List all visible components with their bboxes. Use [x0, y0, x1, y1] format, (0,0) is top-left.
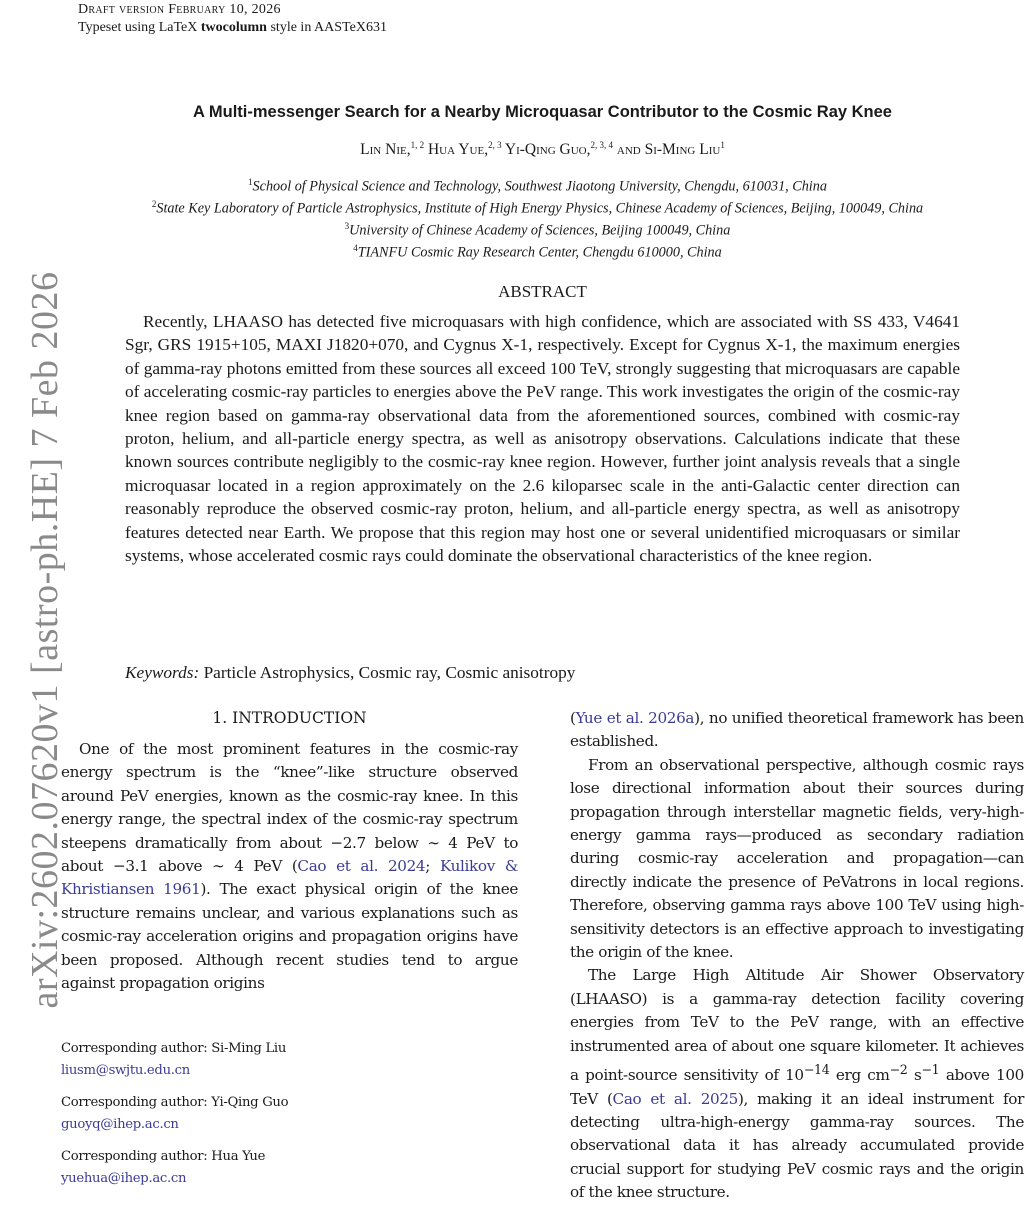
affiliation: $^2$State Key Laboratory of Particle Astrophysics, Institute of High Energy Physics, Chinese Academy of Sciences, Beijing, 100049, China: [151, 199, 924, 217]
email-link[interactable]: liusm@swjtu.edu.cn: [61, 1063, 190, 1078]
citation-link[interactable]: Kulikov & Khristiansen 1961: [61, 857, 518, 899]
intro-paragraph-2: From an observational perspective, although cosmic rays lose directional information about their sources during propagation through interstellar magnetic fields, very-high-energy gamma rays—produced as secondary radiation during cosmic-ray acceleration and propagation—can directly indicate the presence of PeVatrons in local regions. Therefore, observing gamma rays above 100 TeV using high-sensitivity detectors is an effective approach to investigating the origin of the knee.: [570, 755, 1024, 962]
paper-title: A Multi-messenger Search for a Nearby Microquasar Contributor to the Cosmic Ray Knee: [193, 103, 892, 121]
intro-paragraph-1: One of the most prominent features in the cosmic-ray energy spectrum is the “knee”-like structure observed around PeV energies, known as the cosmic-ray knee. In this energy range, the spectral index of the cosmic-ray spectrum steepens dramatically from about −2.7 below ∼ 4 PeV to about −3.1 above ∼ 4 PeV (Cao et al. 2024; Kulikov & Khristiansen 1961). The exact physical origin of the knee structure remains unclear, and various explanations such as cosmic-ray acceleration origins and propagation origins have been proposed. Although recent studies tend to argue against propagation origins: [61, 740, 518, 993]
intro-paragraph-3: The Large High Altitude Air Shower Observatory (LHAASO) is a gamma-ray detection facility covering energies from TeV to the PeV range, with an effective instrumented area of about one square kilometer. It achieves a point-source sensitivity of $10^{-14}$ erg $cm^{-2}$ $s^{-1}$ above 100 TeV (Cao et al. 2025), making it an ideal instrument for detecting ultra-high-energy gamma-ray sources. The observational data it has already accumulated provide crucial support for studying PeV cosmic rays and the origin of the knee structure.: [570, 966, 1024, 1202]
typeset-suffix: style in AASTeX631: [266, 20, 387, 35]
corresponding-author-label: Corresponding author: Yi-Qing Guo: [61, 1095, 289, 1110]
affiliation: $^1$School of Physical Science and Technology, Southwest Jiaotong University, Chengdu, 610031, China: [248, 177, 827, 195]
draft-version-label: [78, 0, 281, 19]
email-link[interactable]: guoyq@ihep.ac.cn: [61, 1117, 179, 1132]
keywords-label: Keywords:: [125, 663, 200, 682]
citation-link[interactable]: Cao et al. 2025: [612, 1089, 738, 1108]
author: Yi-Qing Guo,$^{2, 3, 4}$: [504, 140, 613, 159]
corresponding-author-label: Corresponding author: Si-Ming Liu: [61, 1041, 287, 1056]
twocolumn-label: twocolumn: [200, 20, 267, 35]
email-link[interactable]: yuehua@ihep.ac.cn: [61, 1171, 187, 1186]
arxiv-identifier-stamp[interactable]: arXiv:2602.07620v1 [astro-ph.HE] 7 Feb 2026: [24, 271, 66, 1009]
author: Lin Nie,$^{1, 2}$: [360, 140, 425, 159]
abstract-heading: ABSTRACT: [498, 282, 587, 301]
corresponding-author-label: Corresponding author: Hua Yue: [61, 1149, 266, 1164]
citation-link[interactable]: Yue et al. 2026a: [575, 709, 695, 727]
section-heading-introduction: 1. INTRODUCTION: [212, 709, 367, 727]
latex-logo: LaTeX: [158, 20, 198, 35]
citation-link[interactable]: Cao et al. 2024: [297, 857, 426, 876]
author: Hua Yue,$^{2, 3}$: [427, 140, 502, 159]
affiliation: $^4$TIANFU Cosmic Ray Research Center, Chengdu 610000, China: [353, 243, 722, 261]
author: and Si-Ming Liu$^1$: [616, 140, 725, 159]
intro-paragraph-1-continued: (Yue et al. 2026a), no unified theoretical framework has been established. From an observational perspective, although cosmic rays lose directional information about their sources during propagation through interstellar magnetic fields, very-high-energy gamma rays—produced as secondary radiation during cosmic-ray acceleration and propagation—can directly indicate the presence of PeVatrons in local regions. Therefore, observing gamma rays above 100 TeV using high-sensitivity detectors is an effective approach to investigating the origin of the knee. The Large High Altitude Air Shower Observatory (LHAASO) is a gamma-ray detection facility covering energies from TeV to the PeV range, with an effective instrumented area of about one square kilometer. It achieves a point-source sensitivity of $10^{-14}$ erg $cm^{-2}$ $s^{-1}$ above 100 TeV (Cao et al. 2025), making it an ideal instrument for detecting ultra-high-energy gamma-ray sources. The observational data it has already accumulated provide crucial support for studying PeV cosmic rays and the origin of the knee structure.: [570, 707, 1024, 1205]
typeset-prefix: Typeset using: [78, 20, 159, 35]
corresponding-author-note: [61, 1092, 288, 1136]
affiliation: $^3$University of Chinese Academy of Sciences, Beijing 100049, China: [344, 221, 731, 239]
draft-label-text: Draft version February 10, 2026: [78, 2, 281, 17]
typeset-note: [78, 18, 387, 37]
corresponding-author-note: [61, 1146, 265, 1190]
corresponding-author-note: [61, 1038, 286, 1082]
keywords-text: Particle Astrophysics, Cosmic ray, Cosmic anisotropy: [199, 663, 576, 682]
keywords: [125, 663, 575, 683]
author-list: [60, 140, 1025, 159]
abstract-text: Recently, LHAASO has detected five microquasars with high confidence, which are associated with SS 433, V4641 Sgr, GRS 1915+105, MAXI J1820+070, and Cygnus X-1, respectively. Except for Cygnus X-1, the maximum energies of gamma-ray photons emitted from these sources all exceed 100 TeV, strongly suggesting that microquasars are capable of accelerating cosmic-ray particles to energies above the PeV range. This work investigates the origin of the cosmic-ray knee region based on gamma-ray observational data from the aforementioned sources, combined with cosmic-ray proton, helium, and all-particle energy spectra, as well as anisotropy observations. Calculations indicate that these known sources contribute negligibly to the cosmic-ray knee region. However, further joint analysis reveals that a single microquasar located in a region approximately on the 2.6 kiloparsec scale in the anti-Galactic center direction can reasonably reproduce the observed cosmic-ray proton, helium, and all-particle energy spectra, as well as anisotropy features detected near Earth. We propose that this region may host one or several unidentified microquasars or similar systems, whose accelerated cosmic rays could dominate the observational characteristics of the knee region.: [125, 312, 960, 566]
